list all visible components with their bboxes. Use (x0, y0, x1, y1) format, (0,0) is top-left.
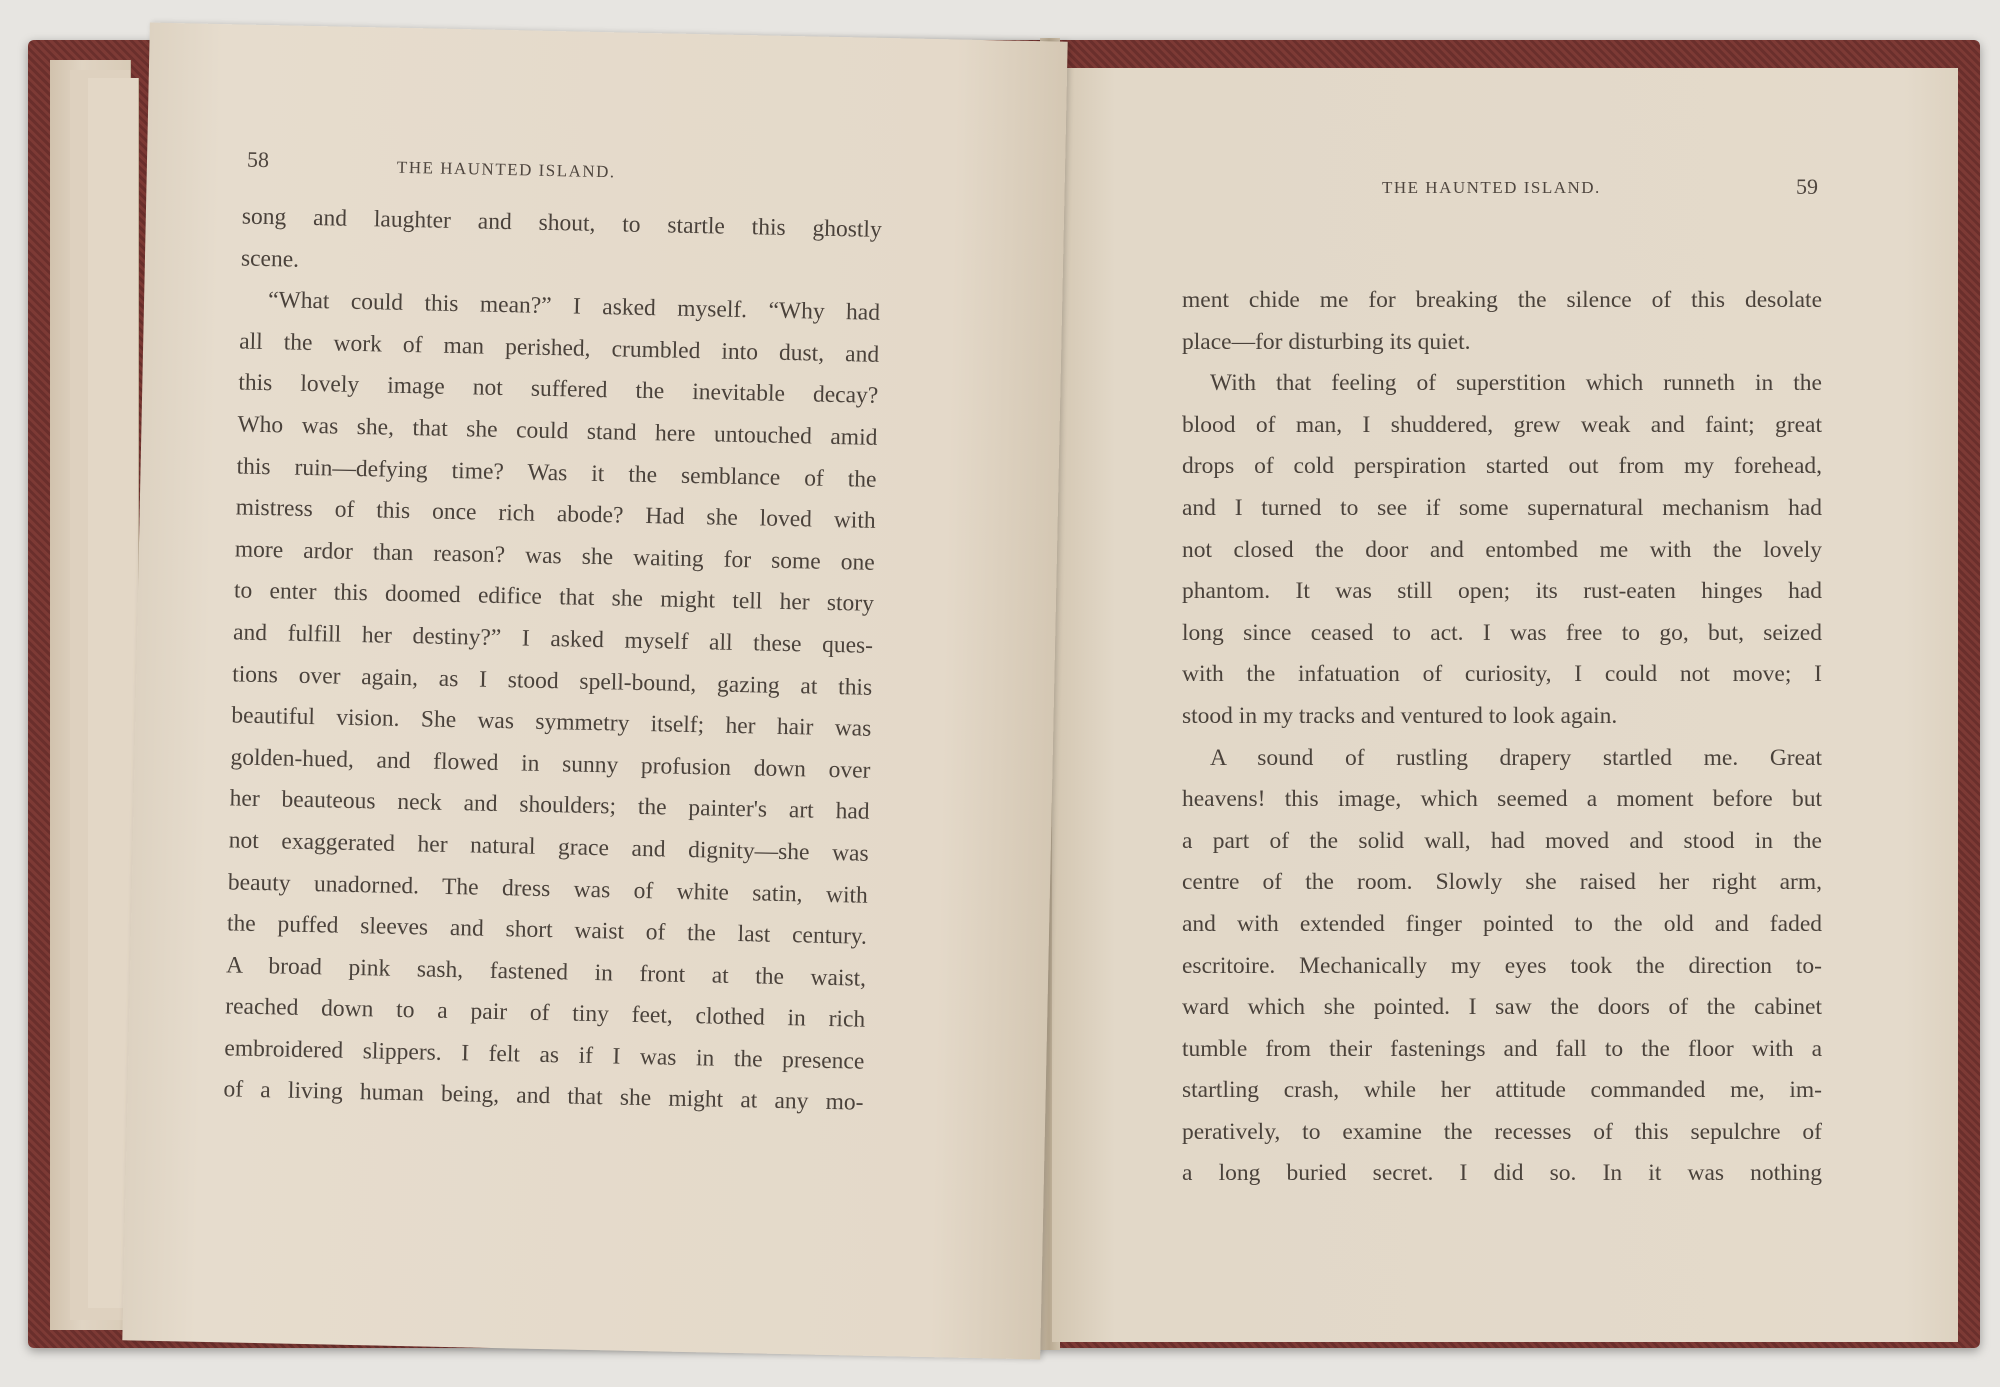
text-line: her beauteous neck and shoulders; the painter's art had (229, 785, 870, 826)
text-line: golden-hued, and flowed in sunny profusion down over (230, 744, 871, 784)
text-line: ment chide me for breaking the silence of this desolate (1182, 287, 1822, 313)
text-line: A sound of rustling drapery startled me. Great (1210, 744, 1822, 771)
body-text (1182, 280, 1822, 1195)
text-line: and fulfill her destiny?” I asked myself all these ques- (232, 619, 874, 659)
text-line: stood in my tracks and ventured to look again. (1182, 702, 1618, 729)
text-line: heavens! this image, which seemed a moment before but (1182, 786, 1822, 813)
text-line: phantom. It was still open; its rust-eaten hinges had (1182, 578, 1822, 605)
text-line: the puffed sleeves and short waist of the last century. (226, 910, 868, 950)
text-line: beauty unadorned. The dress was of white satin, with (227, 868, 869, 909)
text-line: all the work of man perished, crumbled into dust, and (238, 328, 880, 368)
text-line: drops of cold perspiration started out from my forehead, (1182, 453, 1822, 480)
text-line: with the infatuation of curiosity, I could not move; I (1182, 661, 1822, 688)
text-line: tumble from their fastenings and fall to the floor with a (1182, 1035, 1822, 1062)
text-line: beautiful vision. She was symmetry itself; her hair was (231, 702, 872, 742)
text-line: mistress of this once rich abode? Had she loved with (235, 494, 876, 534)
text-line: blood of man, I shuddered, grew weak and faint; great (1182, 411, 1822, 438)
text-line: scene. (240, 245, 300, 273)
text-line: reached down to a pair of tiny feet, clothed in rich (225, 993, 866, 1034)
text-line: A broad pink sash, fastened in front at the waist, (225, 952, 867, 992)
text-line: song and laughter and shout, to startle this ghostly (241, 203, 882, 243)
text-line: a part of the solid wall, had moved and stood in the (1182, 827, 1822, 854)
text-line: With that feeling of superstition which runneth in the (1210, 370, 1822, 397)
body-text (223, 197, 882, 1125)
left-page (122, 23, 1067, 1360)
page-number: 59 (1796, 174, 1818, 199)
text-line: of a living human being, and that she might at any mo- (223, 1076, 864, 1117)
text-line: not exaggerated her natural grace and dignity—she was (228, 827, 869, 867)
text-line: long since ceased to act. I was free to go, but, seized (1182, 619, 1822, 646)
text-line: peratively, to examine the recesses of this sepulchre of (1182, 1118, 1822, 1145)
text-line: startling crash, while her attitude commanded me, im- (1182, 1077, 1822, 1104)
text-line: a long buried secret. I did so. In it was nothing (1182, 1160, 1822, 1187)
running-head: THE HAUNTED ISLAND. (396, 157, 616, 182)
text-line: escritoire. Mechanically my eyes took the direction to- (1182, 952, 1822, 979)
text-line: not closed the door and entombed me with the lovely (1182, 536, 1822, 563)
text-line: more ardor than reason? was she waiting for some one (234, 536, 876, 576)
text-line: ward which she pointed. I saw the doors of the cabinet (1182, 994, 1822, 1021)
text-line: this lovely image not suffered the inevitable decay? (238, 369, 879, 410)
text-line: Who was she, that she could stand here untouched amid (237, 411, 878, 451)
text-line: place—for disturbing its quiet. (1182, 328, 1471, 355)
text-line: centre of the room. Slowly she raised her right arm, (1182, 869, 1822, 896)
text-line: tions over again, as I stood spell-bound, gazing at this (232, 660, 873, 701)
text-line: “What could this mean?” I asked myself. “Why had (267, 287, 881, 327)
text-line: to enter this doomed edifice that she might tell her story (233, 577, 875, 618)
text-line: embroidered slippers. I felt as if I was in the presence (224, 1035, 865, 1075)
text-line: and I turned to see if some supernatural mechanism had (1182, 494, 1822, 521)
running-head: THE HAUNTED ISLAND. (1382, 178, 1601, 197)
right-page (1052, 68, 1958, 1342)
page-number: 58 (246, 146, 270, 173)
text-line: and with extended finger pointed to the old and faded (1182, 910, 1822, 937)
text-line: this ruin—defying time? Was it the semblance of the (236, 453, 877, 493)
